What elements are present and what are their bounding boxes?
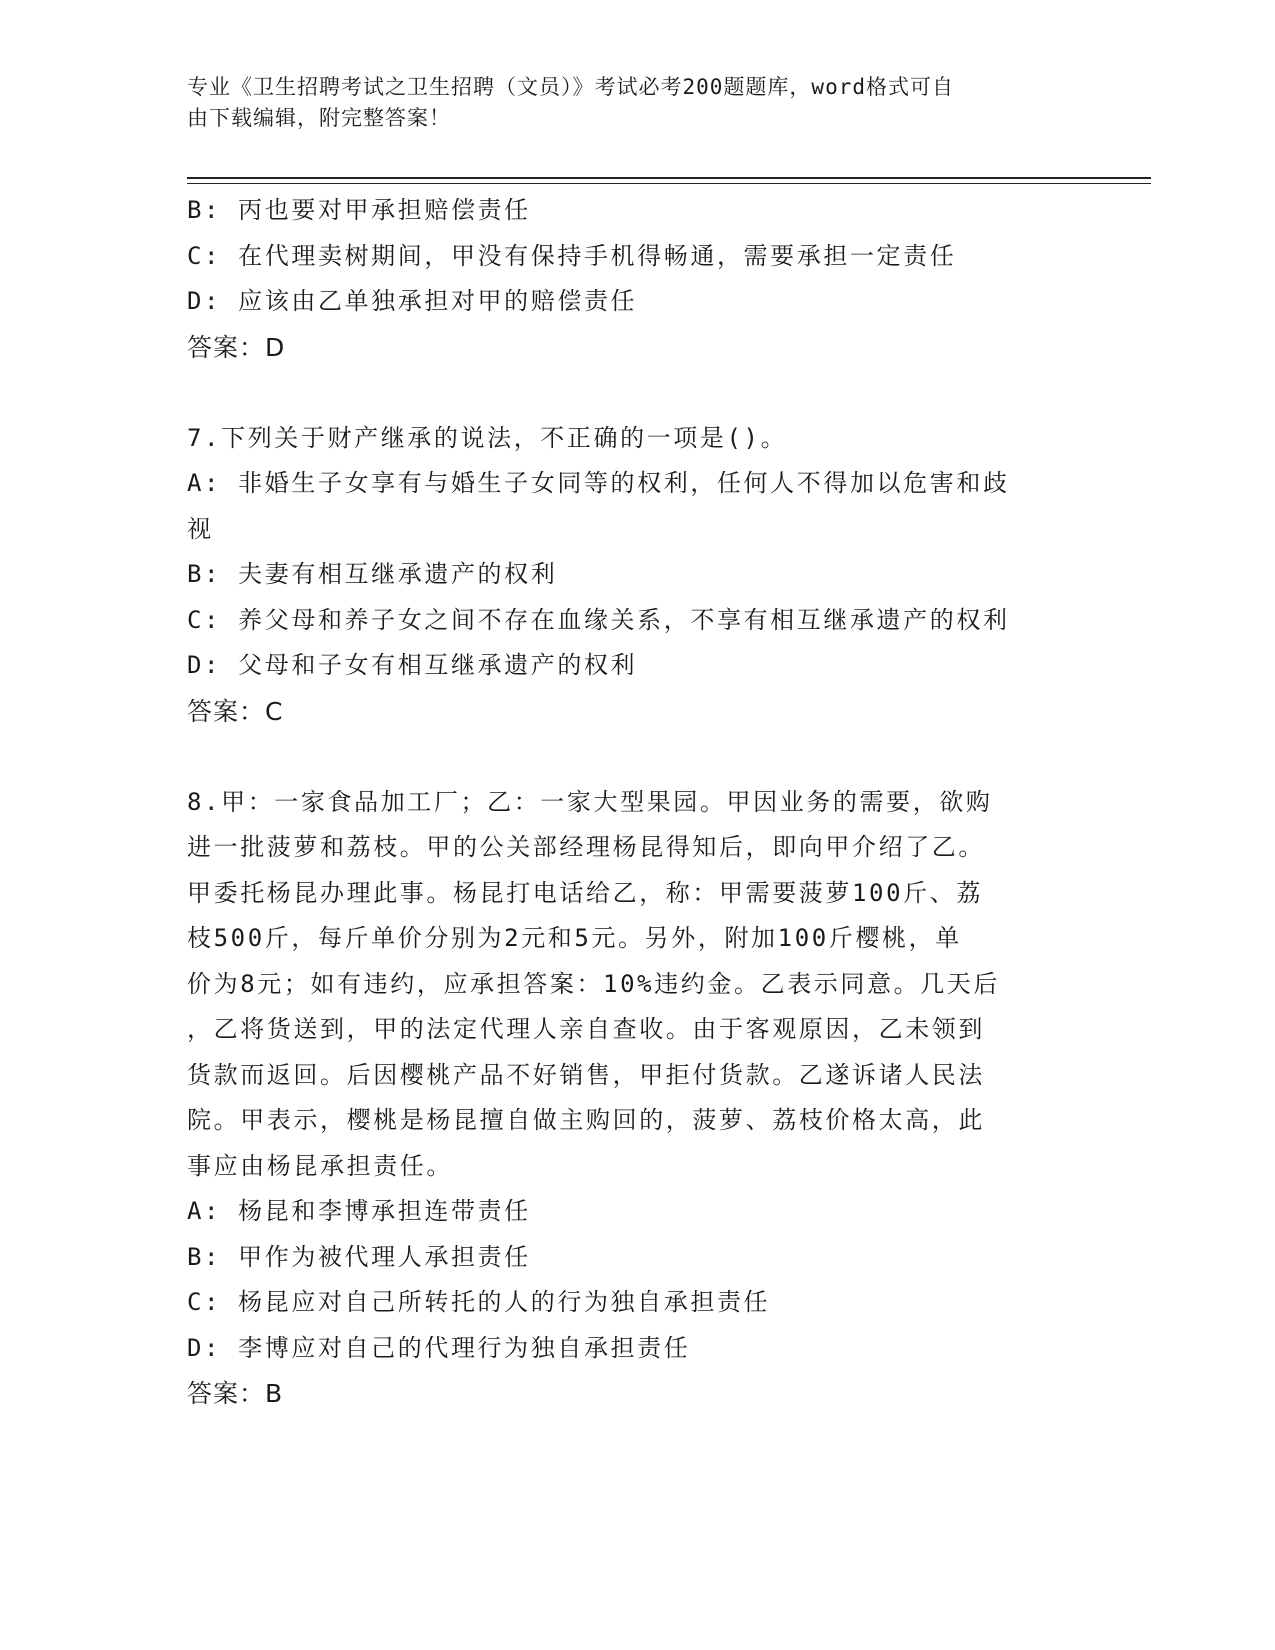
q8-stem-line: 院。甲表示，樱桃是杨昆擅自做主购回的，菠萝、荔枝价格太高，此 — [187, 1106, 985, 1134]
q7-answer: 答案：C — [187, 696, 284, 726]
q6-option-d: D: 应该由乙单独承担对甲的赔偿责任 — [187, 287, 638, 315]
q8-option-d: D: 李博应对自己的代理行为独自承担责任 — [187, 1333, 691, 1362]
q8-option-a: A: 杨昆和李博承担连带责任 — [187, 1197, 531, 1225]
q8-stem-line: ，乙将货送到，甲的法定代理人亲自查收。由于客观原因，乙未领到 — [187, 1015, 985, 1043]
q7-option-c: C: 养父母和养子女之间不存在血缘关系，不享有相互继承遗产的权利 — [187, 605, 1010, 634]
q8-stem-line: 事应由杨昆承担责任。 — [187, 1151, 453, 1180]
q7-option-d: D: 父母和子女有相互继承遗产的权利 — [187, 651, 638, 679]
q8-stem-line: 价为8元；如有违约，应承担答案：10%违约金。乙表示同意。几天后 — [187, 969, 1000, 998]
section-gap — [187, 734, 1087, 780]
header-divider-thin — [187, 183, 1151, 184]
q8-stem-line: 货款而返回。后因樱桃产品不好销售，甲拒付货款。乙遂诉诸人民法 — [187, 1060, 985, 1089]
q6-option-b: B: 丙也要对甲承担赔偿责任 — [187, 196, 531, 224]
q7-stem: 7.下列关于财产继承的说法，不正确的一项是()。 — [187, 423, 788, 452]
q8-stem-line: 枝500斤，每斤单价分别为2元和5元。另外，附加100斤樱桃，单 — [187, 924, 962, 952]
header-line-2: 由下载编辑，附完整答案！ — [187, 106, 451, 130]
q8-stem-line: 8.甲：一家食品加工厂；乙：一家大型果园。甲因业务的需要，欲购 — [187, 787, 993, 816]
header-line-1: 专业《卫生招聘考试之卫生招聘（文员）》考试必考200题题库，word格式可自 — [187, 75, 954, 99]
q8-stem-line: 甲委托杨昆办理此事。杨昆打电话给乙，称：甲需要菠萝100斤、荔 — [187, 878, 983, 907]
section-gap — [187, 370, 1087, 416]
question-7 — [187, 416, 1087, 735]
q8-answer: 答案：B — [187, 1379, 284, 1408]
q8-option-b: B: 甲作为被代理人承担责任 — [187, 1242, 531, 1271]
question-8 — [187, 780, 1087, 1417]
q6-answer: 答案：D — [187, 332, 286, 362]
q7-option-a-line-2: 视 — [187, 514, 214, 543]
question-6 — [187, 188, 1087, 370]
document-body — [187, 188, 1087, 1417]
q8-stem-line: 进一批菠萝和荔枝。甲的公关部经理杨昆得知后，即向甲介绍了乙。 — [187, 833, 985, 861]
document-header — [187, 72, 1067, 134]
q7-option-a-line-1: A: 非婚生子女享有与婚生子女同等的权利，任何人不得加以危害和歧 — [187, 469, 1010, 497]
q8-option-c: C: 杨昆应对自己所转托的人的行为独自承担责任 — [187, 1288, 771, 1316]
q7-option-b: B: 夫妻有相互继承遗产的权利 — [187, 560, 558, 588]
header-divider-thick — [187, 177, 1151, 179]
q6-option-c: C: 在代理卖树期间，甲没有保持手机得畅通，需要承担一定责任 — [187, 241, 957, 270]
